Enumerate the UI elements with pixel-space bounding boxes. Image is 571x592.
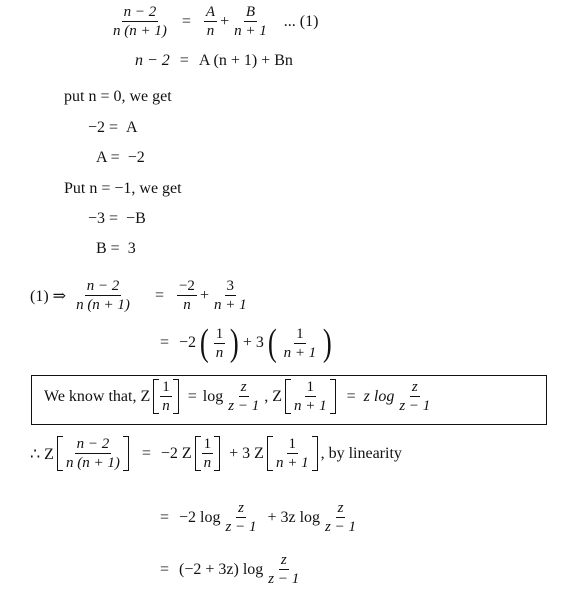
denominator: n + 1 — [213, 297, 247, 313]
rhs: −B — [126, 210, 146, 227]
denominator: n (n + 1) — [76, 297, 130, 313]
denominator: n — [215, 344, 224, 361]
equation-a-line-1 — [88, 119, 138, 137]
substitution-n-zero: put n = 0, we get — [64, 88, 172, 105]
paren-group-b: ( $\frac{1}{n + 1}$ ) — [267, 322, 332, 364]
term-a: −2 log — [179, 508, 221, 526]
denominator: n (n + 1) — [65, 455, 120, 471]
denominator: z − 1 — [399, 398, 431, 414]
linearity-note: , by linearity — [320, 444, 402, 462]
cross-multiplied-equation — [135, 52, 293, 70]
denominator: z − 1 — [225, 519, 257, 535]
rhs-expression: A (n + 1) + Bn — [198, 52, 293, 69]
a-numerator: A — [205, 4, 216, 20]
numerator: n − 2 — [86, 278, 120, 294]
result-lhs-fraction — [74, 278, 132, 313]
equals-sign: = — [346, 387, 356, 405]
numerator: z — [238, 500, 244, 516]
therefore-z: ∴ Z — [30, 445, 54, 463]
term-b-fraction — [212, 278, 249, 313]
log-word: log — [202, 387, 224, 405]
bracket-b — [285, 379, 336, 414]
equals-sign: = — [160, 334, 170, 351]
denominator: n — [162, 398, 170, 414]
numerator: 1 — [296, 325, 304, 342]
denominator: z − 1 — [325, 519, 357, 535]
result-expanded — [160, 324, 336, 362]
numerator: 1 — [215, 325, 224, 342]
numerator: z — [337, 500, 344, 516]
bracket-a — [153, 379, 179, 414]
final-result — [160, 552, 304, 587]
a-fraction — [204, 4, 217, 39]
bracket-lhs — [57, 436, 129, 471]
denominator: n + 1 — [283, 344, 317, 361]
numerator: 1 — [288, 436, 297, 452]
lhs: B = — [96, 240, 120, 257]
numerator: 1 — [203, 436, 212, 452]
linearity-equation — [30, 436, 402, 471]
b-denominator: n + 1 — [234, 23, 267, 39]
denominator: n + 1 — [275, 455, 309, 471]
equation-b-line-1 — [88, 210, 146, 228]
equation-a-line-2 — [96, 149, 145, 167]
coefficient: (−2 + 3z) log — [179, 560, 264, 578]
numerator: 1 — [162, 379, 170, 395]
paren-group-a: ( $\frac{1}{n}$ ) — [199, 322, 239, 364]
rhs: 3 — [127, 240, 136, 257]
lhs-numerator: n − 2 — [123, 4, 157, 20]
numerator: 1 — [306, 379, 315, 395]
lhs-expression: n − 2 — [135, 52, 170, 69]
fraction — [274, 436, 311, 471]
inner-fraction — [282, 326, 319, 361]
partial-fraction-equation — [108, 4, 318, 39]
equation-b-line-2 — [96, 240, 136, 258]
equals-sign: = — [187, 387, 197, 405]
denominator: n — [183, 297, 191, 313]
term-a-fraction — [177, 278, 197, 313]
rhs: −2 — [127, 149, 145, 166]
fraction — [292, 379, 329, 414]
result-equation — [30, 278, 252, 313]
comma-z: , Z — [264, 387, 282, 405]
coef-a: −2 Z — [160, 444, 192, 462]
equals-sign: = — [181, 12, 191, 30]
lhs-fraction — [111, 4, 169, 39]
log-expansion — [160, 500, 361, 535]
numerator: z — [280, 552, 287, 568]
fraction-a — [224, 500, 259, 535]
equation-reference: ... (1) — [283, 12, 319, 30]
rhs: A — [126, 119, 138, 136]
lhs: A = — [96, 149, 120, 166]
a-denominator: n — [206, 23, 215, 39]
fraction — [160, 379, 172, 414]
log-fraction — [397, 379, 432, 414]
fraction — [202, 436, 214, 471]
denominator: z − 1 — [228, 398, 260, 414]
plus-three: + 3 — [242, 334, 264, 351]
z-log: z log — [363, 387, 395, 405]
known-results-content — [44, 379, 435, 414]
plus-three-z: + 3 Z — [229, 444, 264, 462]
coef-a: −2 — [179, 334, 197, 351]
lhs-denominator: n (n + 1) — [113, 23, 167, 39]
equals-sign: = — [160, 560, 170, 578]
substitution-n-minus-one: Put n = −1, we get — [64, 180, 182, 197]
denominator: z − 1 — [268, 571, 300, 587]
bracket-b — [267, 436, 318, 471]
result-label: (1) ⇒ — [30, 287, 67, 305]
log-fraction — [226, 379, 261, 414]
lhs: −3 = — [88, 210, 119, 227]
denominator: n + 1 — [293, 398, 327, 414]
equals-sign: = — [154, 286, 164, 304]
lhs: −2 = — [88, 119, 119, 136]
b-numerator: B — [245, 4, 255, 20]
numerator: z — [411, 379, 418, 395]
equals-sign: = — [160, 508, 170, 526]
fraction-b — [323, 500, 358, 535]
equals-sign: = — [141, 444, 151, 462]
b-fraction — [232, 4, 269, 39]
bracket-a — [195, 436, 221, 471]
denominator: n — [203, 455, 212, 471]
plus-sign: + — [220, 12, 230, 30]
inner-fraction — [214, 326, 226, 361]
numerator: −2 — [178, 278, 195, 294]
numerator: 3 — [226, 278, 235, 294]
numerator: z — [240, 379, 247, 395]
term-b: + 3z log — [267, 508, 321, 526]
numerator: n − 2 — [76, 436, 110, 452]
final-fraction — [266, 552, 301, 587]
equals-sign: = — [179, 52, 189, 69]
known-lead: We know that, Z — [44, 387, 151, 405]
fraction — [64, 436, 122, 471]
plus-sign: + — [199, 286, 209, 304]
